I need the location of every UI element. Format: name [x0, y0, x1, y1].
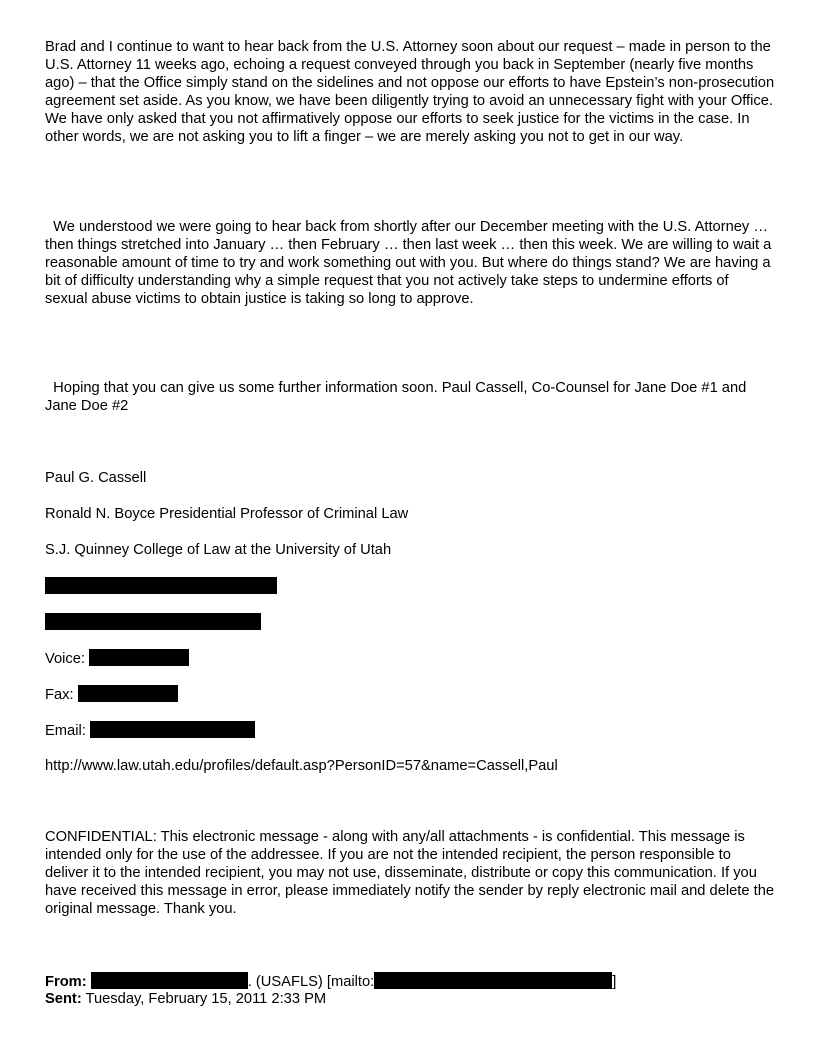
body-paragraph-1: Brad and I continue to want to hear back from the U.S. Attorney soon about our request – made in person to the U.S. Attorney 11 weeks ago, echoing a request conveyed through you back in September (nearly five months ago) – that the Office simply stand on the sidelines and not oppose our efforts to have Epstein’s non-prosecution agreement set aside. As you know, we have been diligently trying to avoid an unnecessary fight with your Office. We have only asked that you not affirmatively oppose our efforts to seek justice for the victims in the case. In other words, we are not asking you to lift a finger – we are merely asking you not to get in our way. [45, 39, 775, 145]
redaction-bar [374, 972, 612, 989]
signature-fax [45, 685, 178, 704]
redaction-bar [89, 649, 189, 666]
redaction-bar [45, 577, 277, 594]
redaction-bar [90, 721, 255, 738]
sent-line [45, 990, 326, 1008]
sent-label: Sent: [45, 991, 82, 1007]
redaction-bar [45, 613, 261, 630]
voice-label: Voice: [45, 651, 86, 667]
signature-profile-link[interactable]: http://www.law.utah.edu/profiles/default.asp?PersonID=57&name=Cassell,Paul [45, 758, 558, 774]
signature-institution: S.J. Quinney College of Law at the University of Utah [45, 542, 392, 558]
from-label: From: [45, 974, 87, 990]
body-paragraph-3-text: Hoping that you can give us some further information soon. Paul Cassell, Co-Counsel for Jane Doe #1 and Jane Doe #2 [45, 380, 747, 414]
signature-email [45, 721, 255, 740]
sent-value: Tuesday, February 15, 2011 2:33 PM [85, 991, 327, 1007]
from-close: ] [612, 974, 617, 990]
email-label: Email: [45, 723, 86, 739]
signature-voice [45, 649, 189, 668]
signature-address-line-2 [45, 613, 261, 632]
signature-name: Paul G. Cassell [45, 470, 147, 486]
redaction-bar [78, 685, 178, 702]
body-paragraph-2 [45, 218, 775, 308]
from-org: . (USAFLS) [mailto: [247, 974, 375, 990]
fax-label: Fax: [45, 687, 74, 703]
body-paragraph-2-text: We understood we were going to hear back from shortly after our December meeting with the U.S. Attorney … then things stretched into January … then February … then last week … then this week. We are willing to wait a reasonable amount of time to try and work something out with you. But where do things stand? We are having a bit of difficulty understanding why a simple request that you not actively take steps to undermine efforts of sexual abuse victims to obtain justice is taking so long to approve. [45, 219, 772, 307]
confidential-notice: CONFIDENTIAL: This electronic message - along with any/all attachments - is confidential. This message is intended only for the use of the addressee. If you are not the intended recipient, the person responsible to deliver it to the intended recipient, you may not use, disseminate, distribute or copy this communication. If you have received this message in error, please immediately notify the sender by reply electronic mail and delete the original message. Thank you. [45, 829, 775, 917]
signature-title: Ronald N. Boyce Presidential Professor of Criminal Law [45, 506, 409, 522]
from-line [45, 972, 616, 991]
signature-address-line-1 [45, 577, 277, 596]
body-paragraph-3 [45, 379, 775, 415]
redaction-bar [91, 972, 248, 989]
